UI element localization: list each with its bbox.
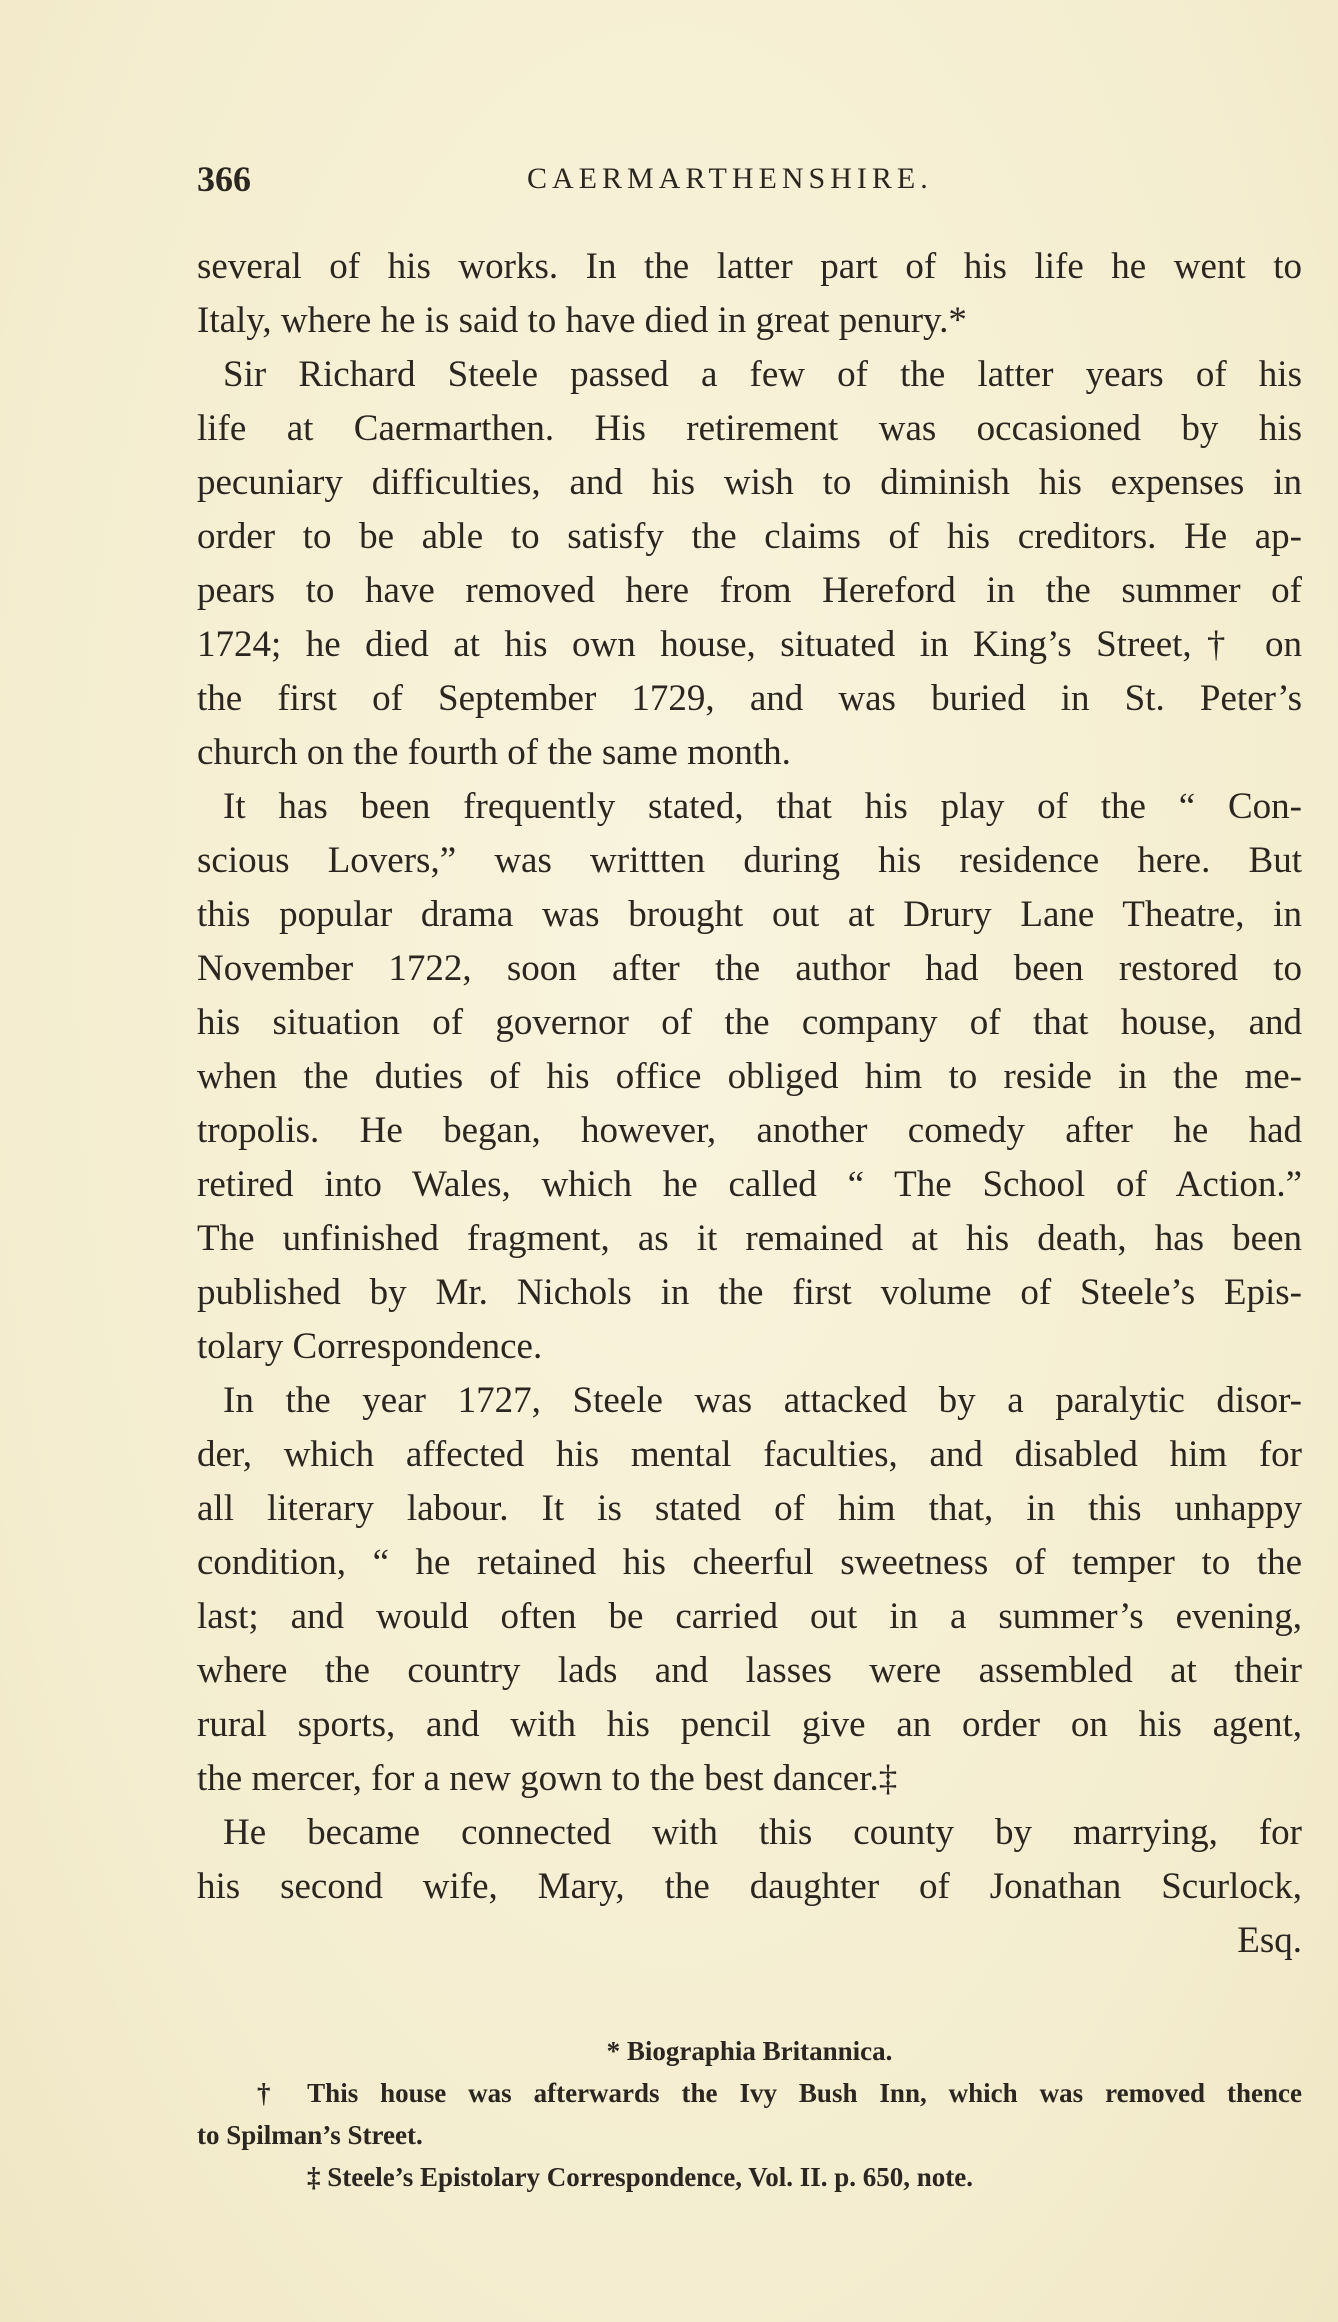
text-line: Esq. xyxy=(1237,1920,1302,1961)
footnote-dagger-line: † This house was afterwards the Ivy Bush Inn, which was removed thence xyxy=(257,2078,1302,2108)
text-line: Sir Richard Steele passed a few of the latter years of his xyxy=(223,354,1302,395)
running-title: CAERMARTHENSHIRE. xyxy=(527,162,933,195)
footnotes xyxy=(197,2030,1302,2198)
text-line: life at Caermarthen. His retirement was occasioned by his xyxy=(197,408,1302,449)
text-line: rural sports, and with his pencil give an order on his agent, xyxy=(197,1704,1302,1745)
body-text xyxy=(197,240,1302,1968)
text-line: where the country lads and lasses were assembled at their xyxy=(197,1650,1302,1691)
text-line: when the duties of his office obliged him to reside in the me- xyxy=(197,1056,1302,1097)
text-line: the first of September 1729, and was buried in St. Peter’s xyxy=(197,678,1302,719)
text-line: his situation of governor of the company of that house, and xyxy=(197,1002,1302,1043)
page-number: 366 xyxy=(197,159,251,199)
text-line: retired into Wales, which he called “ The School of Action.” xyxy=(197,1164,1302,1205)
page-header xyxy=(197,158,1302,208)
text-line: condition, “ he retained his cheerful sweetness of temper to the xyxy=(197,1542,1302,1583)
text-line: tropolis. He began, however, another comedy after he had xyxy=(197,1110,1302,1151)
text-line: It has been frequently stated, that his play of the “ Con- xyxy=(223,786,1302,827)
text-line: tolary Correspondence. xyxy=(197,1326,543,1367)
text-line: scious Lovers,” was writtten during his residence here. But xyxy=(197,840,1302,881)
text-line: pears to have removed here from Hereford in the summer of xyxy=(197,570,1302,611)
text-line: several of his works. In the latter part of his life he went to xyxy=(197,246,1302,287)
text-line: last; and would often be carried out in a summer’s evening, xyxy=(197,1596,1302,1637)
footnote-star: * Biographia Britannica. xyxy=(606,2036,893,2066)
text-line: his second wife, Mary, the daughter of Jonathan Scurlock, xyxy=(197,1866,1302,1907)
text-line: all literary labour. It is stated of him that, in this unhappy xyxy=(197,1488,1302,1529)
footnote-double-dagger: ‡ Steele’s Epistolary Correspondence, Vol. II. p. 650, note. xyxy=(307,2162,974,2192)
text-line: Italy, where he is said to have died in great penury.* xyxy=(197,300,967,341)
text-line: order to be able to satisfy the claims of his creditors. He ap- xyxy=(197,516,1302,557)
text-line: pecuniary difficulties, and his wish to diminish his expenses in xyxy=(197,462,1302,503)
footnote-dagger-line: to Spilman’s Street. xyxy=(197,2120,423,2150)
text-line: He became connected with this county by marrying, for xyxy=(223,1812,1302,1853)
text-line: In the year 1727, Steele was attacked by a paralytic disor- xyxy=(223,1380,1302,1421)
text-line: the mercer, for a new gown to the best dancer.‡ xyxy=(197,1758,898,1799)
text-line: this popular drama was brought out at Drury Lane Theatre, in xyxy=(197,894,1302,935)
text-line: The unfinished fragment, as it remained at his death, has been xyxy=(197,1218,1302,1259)
text-line: 1724; he died at his own house, situated in King’s Street,† on xyxy=(197,624,1302,665)
text-line: November 1722, soon after the author had been restored to xyxy=(197,948,1302,989)
text-line: published by Mr. Nichols in the first volume of Steele’s Epis- xyxy=(197,1272,1302,1313)
text-line: der, which affected his mental faculties, and disabled him for xyxy=(197,1434,1302,1475)
text-line: church on the fourth of the same month. xyxy=(197,732,791,773)
